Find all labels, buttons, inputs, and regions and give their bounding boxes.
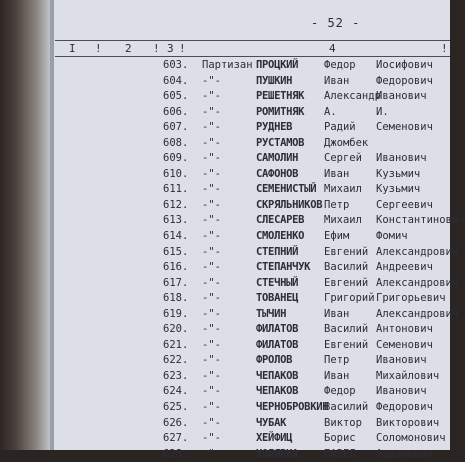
record-patronymic: Фомич (376, 230, 408, 243)
column-divider: ! (95, 42, 102, 55)
record-first-name: Григорий (324, 292, 375, 305)
page-edge (50, 0, 54, 450)
column-marker-3: 3 (167, 42, 174, 55)
record-surname: ФРОЛОВ (256, 354, 293, 367)
record-first-name: Евгений (324, 338, 369, 351)
table-row (55, 198, 450, 214)
record-first-name: Василий (324, 401, 369, 414)
record-surname: ХОЛЯВКА (256, 447, 299, 460)
record-patronymic: Семенович (376, 121, 433, 134)
record-first-name: Василий (324, 323, 369, 336)
record-number: 611. (163, 183, 189, 196)
record-patronymic: Кузьмич (376, 183, 421, 196)
record-first-name: Сергей (324, 152, 362, 165)
record-surname: ПРОЦКИЙ (256, 59, 299, 71)
record-surname: СЛЕСАРЕВ (256, 214, 305, 227)
record-number: 612. (163, 198, 189, 211)
record-patronymic: Иванович (376, 385, 427, 398)
record-first-name: Евгений (324, 276, 369, 289)
record-number: 621. (163, 338, 189, 351)
record-number: 613. (163, 214, 189, 227)
record-first-name: А. (324, 105, 337, 118)
column-divider: ! (441, 42, 448, 55)
record-number: 607. (163, 121, 189, 134)
column-header (55, 42, 450, 56)
record-surname: РОМИТНЯК (256, 105, 305, 118)
table-row (55, 260, 450, 276)
record-category: -"- (202, 447, 221, 460)
table-row (55, 182, 450, 198)
record-category: -"- (202, 416, 221, 429)
record-number: 623. (163, 369, 189, 382)
record-patronymic: Викторович (376, 416, 440, 429)
table-row (55, 291, 450, 307)
record-list (55, 58, 465, 462)
column-marker-2: 2 (125, 42, 132, 55)
record-patronymic: Иосифович (376, 59, 433, 71)
record-category: -"- (202, 338, 221, 351)
record-surname: СТЕЧНЫЙ (256, 276, 299, 289)
table-row (55, 151, 450, 167)
record-number: 626. (163, 416, 189, 429)
record-category: Партизан (202, 59, 253, 71)
record-first-name: Василий (324, 261, 369, 274)
record-surname: РУДНЕВ (256, 121, 293, 134)
record-first-name: Михаил (324, 214, 362, 227)
table-row (55, 384, 450, 400)
record-surname: СТЕПНИЙ (256, 245, 299, 258)
record-number: 606. (163, 105, 189, 118)
record-patronymic: Иванович (376, 90, 427, 103)
record-category: -"- (202, 307, 221, 320)
record-patronymic: Александрович (376, 245, 459, 258)
record-number: 604. (163, 74, 189, 87)
record-patronymic: Федорович (376, 74, 433, 87)
record-patronymic: Сергеевич (376, 198, 433, 211)
record-number: 627. (163, 432, 189, 445)
record-patronymic: Михайлович (376, 369, 440, 382)
record-surname: ЧЕРНОБРОВКИН (256, 401, 329, 414)
record-surname: ЧЕПАКОВ (256, 369, 299, 382)
record-number: 617. (163, 276, 189, 289)
record-number: 614. (163, 230, 189, 243)
column-divider: ! (179, 42, 186, 55)
table-row (55, 89, 450, 105)
record-category: -"- (202, 152, 221, 165)
record-surname: САМОЛИН (256, 152, 299, 165)
record-surname: ЧУБАК (256, 416, 287, 429)
record-number: 605. (163, 90, 189, 103)
record-first-name: Иван (324, 167, 350, 180)
record-first-name: Ефим (324, 230, 350, 243)
record-category: -"- (202, 385, 221, 398)
record-category: -"- (202, 136, 221, 149)
record-surname: ТОВАНЕЦ (256, 292, 299, 305)
record-surname: ФИЛАТОВ (256, 323, 299, 336)
typed-list (55, 0, 465, 460)
record-patronymic: И. (376, 105, 389, 118)
record-surname: ФИЛАТОВ (256, 338, 299, 351)
record-surname: СКРЯЛЬНИКОВ (256, 198, 323, 211)
table-row (55, 307, 459, 323)
record-number: 610. (163, 167, 189, 180)
record-number: 624. (163, 385, 189, 398)
record-surname: РУСТАМОВ (256, 136, 305, 149)
table-row (55, 338, 450, 354)
record-category: -"- (202, 276, 221, 289)
record-first-name: Борис (324, 432, 356, 445)
record-first-name: Иван (324, 369, 350, 382)
table-row (55, 136, 450, 152)
table-row (55, 369, 450, 385)
table-row (55, 400, 450, 416)
record-category: -"- (202, 74, 221, 87)
record-first-name: Федор (324, 59, 356, 71)
record-first-name: Александр (324, 90, 381, 103)
record-category: -"- (202, 261, 221, 274)
record-number: 603. (163, 59, 189, 71)
record-first-name: Джомбек (324, 136, 369, 149)
record-category: -"- (202, 90, 221, 103)
record-number: 616. (163, 261, 189, 274)
record-surname: РЕШЕТНЯК (256, 90, 305, 103)
record-number: 618. (163, 292, 189, 305)
record-category: -"- (202, 354, 221, 367)
record-first-name: Виктор (324, 416, 362, 429)
column-divider: ! (153, 42, 160, 55)
record-category: -"- (202, 167, 221, 180)
column-marker-1: I (69, 42, 76, 55)
record-surname: ПУШКИН (256, 74, 293, 87)
record-surname: СЕМЕНИСТЫЙ (256, 183, 317, 196)
record-first-name: Радий (324, 121, 356, 134)
record-category: -"- (202, 121, 221, 134)
header-rule-top (55, 40, 450, 41)
table-row (55, 229, 450, 245)
record-first-name: Михаил (324, 183, 362, 196)
record-patronymic: Аврамович (376, 447, 433, 460)
record-patronymic: Соломонович (376, 432, 446, 445)
record-patronymic: Иванович (376, 354, 427, 367)
record-first-name: Евгений (324, 245, 369, 258)
page-number: - 52 - (311, 16, 361, 30)
record-first-name: Петр (324, 198, 350, 211)
record-number: 608. (163, 136, 189, 149)
record-number: 609. (163, 152, 189, 165)
record-category: -"- (202, 230, 221, 243)
record-surname: ЧЕПАКОВ (256, 385, 299, 398)
record-patronymic: Константинович (376, 214, 465, 227)
record-category: -"- (202, 401, 221, 414)
table-row (55, 416, 450, 432)
table-row (55, 120, 450, 136)
table-row (55, 353, 450, 369)
record-number: 628. (163, 447, 189, 460)
record-patronymic: Кузьмич (376, 167, 421, 180)
record-surname: САФОНОВ (256, 167, 299, 180)
record-category: -"- (202, 432, 221, 445)
record-patronymic: Александрович (376, 307, 459, 320)
record-first-name: Петр (324, 354, 350, 367)
record-patronymic: Иванович (376, 152, 427, 165)
header-rule-bottom (55, 56, 450, 57)
record-patronymic: Антонович (376, 323, 433, 336)
table-row (55, 245, 459, 261)
record-patronymic: Федорович (376, 401, 433, 414)
record-category: -"- (202, 105, 221, 118)
record-surname: СМОЛЕНКО (256, 230, 305, 243)
table-row (55, 276, 459, 292)
column-marker-4: 4 (329, 42, 336, 55)
record-surname: СТЕПАНЧУК (256, 261, 311, 274)
record-number: 619. (163, 307, 189, 320)
record-first-name: Федор (324, 385, 356, 398)
record-category: -"- (202, 245, 221, 258)
record-first-name: Иван (324, 307, 350, 320)
record-category: -"- (202, 323, 221, 336)
record-surname: ТЫЧИН (256, 307, 287, 320)
table-row (55, 322, 450, 338)
record-surname: ХЕЙФИЦ (256, 432, 293, 445)
record-patronymic: Андреевич (376, 261, 433, 274)
record-category: -"- (202, 198, 221, 211)
table-row (55, 58, 450, 74)
record-category: -"- (202, 183, 221, 196)
table-row (55, 431, 450, 447)
record-number: 615. (163, 245, 189, 258)
record-number: 622. (163, 354, 189, 367)
table-row (55, 213, 465, 229)
book-binding (0, 0, 52, 450)
table-row (55, 74, 450, 90)
record-number: 625. (163, 401, 189, 414)
record-category: -"- (202, 292, 221, 305)
record-number: 620. (163, 323, 189, 336)
record-patronymic: Семенович (376, 338, 433, 351)
record-patronymic: Александрович (376, 276, 459, 289)
record-first-name: Иван (324, 74, 350, 87)
record-category: -"- (202, 214, 221, 227)
record-category: -"- (202, 369, 221, 382)
table-row (55, 105, 450, 121)
table-row (55, 447, 450, 462)
record-patronymic: Григорьевич (376, 292, 446, 305)
record-first-name: ПАВЕЛ (324, 447, 356, 460)
table-row (55, 167, 450, 183)
